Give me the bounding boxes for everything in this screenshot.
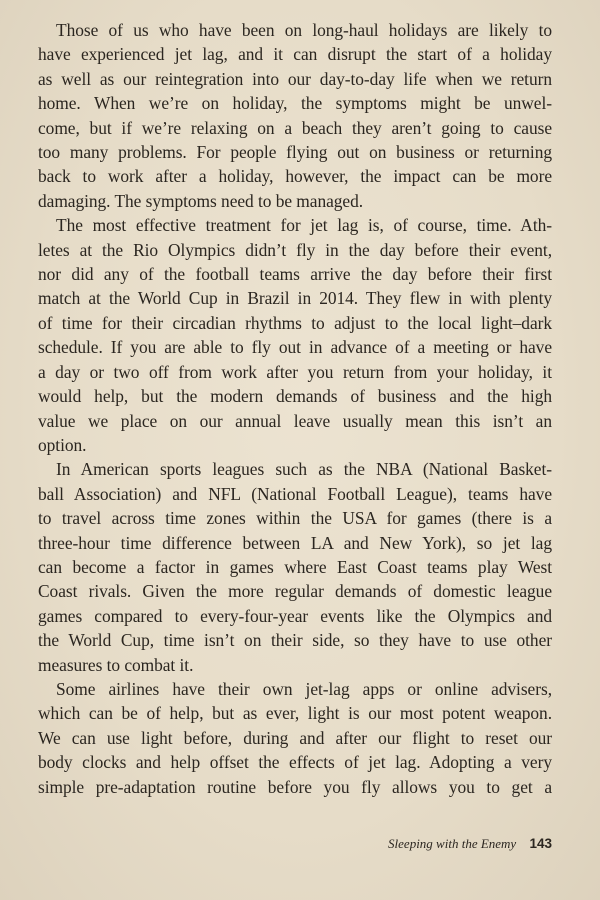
paragraph-2 <box>38 213 552 457</box>
text-line: three-hour time difference between LA and New York), so jet lag <box>38 532 552 553</box>
text-line: can become a factor in games where East Coast teams play West <box>38 556 552 577</box>
text-line: body clocks and help offset the effects of jet lag. Adopting a very <box>38 752 552 773</box>
text-line: match at the World Cup in Brazil in 2014. They flew in with plenty <box>38 288 552 309</box>
text-line: damaging. The symptoms need to be managed. <box>38 190 364 211</box>
text-line: Coast rivals. Given the more regular demands of domestic league <box>38 581 552 602</box>
text-line: We can use light before, during and after our flight to reset our <box>38 727 552 748</box>
text-line: ball Association) and NFL (National Football League), teams have <box>38 483 552 504</box>
paragraph-4 <box>38 677 552 799</box>
text-line: as well as our reintegration into our day-to-day life when we return <box>38 68 552 89</box>
page-number: 143 <box>529 836 552 851</box>
text-line: have experienced jet lag, and it can disrupt the start of a holiday <box>38 44 552 65</box>
text-line: In American sports leagues such as the NBA (National Basket- <box>56 459 552 480</box>
text-line: back to work after a holiday, however, the impact can be more <box>38 166 552 187</box>
text-line: nor did any of the football teams arrive the day before their first <box>38 264 552 285</box>
paragraph-1 <box>38 18 552 213</box>
page-footer <box>388 836 552 852</box>
text-line: simple pre-adaptation routine before you fly allows you to get a <box>38 776 552 797</box>
text-line: too many problems. For people flying out on business or returning <box>38 142 552 163</box>
text-line: The most effective treatment for jet lag is, of course, time. Ath- <box>56 215 552 236</box>
text-line: come, but if we’re relaxing on a beach they aren’t going to cause <box>38 117 552 138</box>
text-line: Some airlines have their own jet-lag apps or online advisers, <box>56 678 552 699</box>
text-line: to travel across time zones within the USA for games (there is a <box>38 508 552 529</box>
body-text <box>38 18 552 799</box>
text-line: schedule. If you are able to fly out in advance of a meeting or have <box>38 337 552 358</box>
text-line: Those of us who have been on long-haul holidays are likely to <box>56 20 552 40</box>
text-line: would help, but the modern demands of business and the high <box>38 386 552 407</box>
text-line: option. <box>38 434 87 455</box>
text-line: games compared to every-four-year events like the Olympics and <box>38 605 552 626</box>
text-line: letes at the Rio Olympics didn’t fly in the day before their event, <box>38 239 552 260</box>
text-line: the World Cup, time isn’t on their side, so they have to use other <box>38 630 552 651</box>
text-line: which can be of help, but as ever, light is our most potent weapon. <box>38 703 552 724</box>
text-line: home. When we’re on holiday, the symptoms might be unwel- <box>38 93 552 114</box>
running-head: Sleeping with the Enemy <box>388 836 517 851</box>
text-line: of time for their circadian rhythms to adjust to the local light–dark <box>38 312 552 333</box>
text-line: measures to combat it. <box>38 654 194 675</box>
text-line: a day or two off from work after you return from your holiday, it <box>38 361 552 382</box>
text-line: value we place on our annual leave usually mean this isn’t an <box>38 410 552 431</box>
paragraph-3 <box>38 457 552 677</box>
